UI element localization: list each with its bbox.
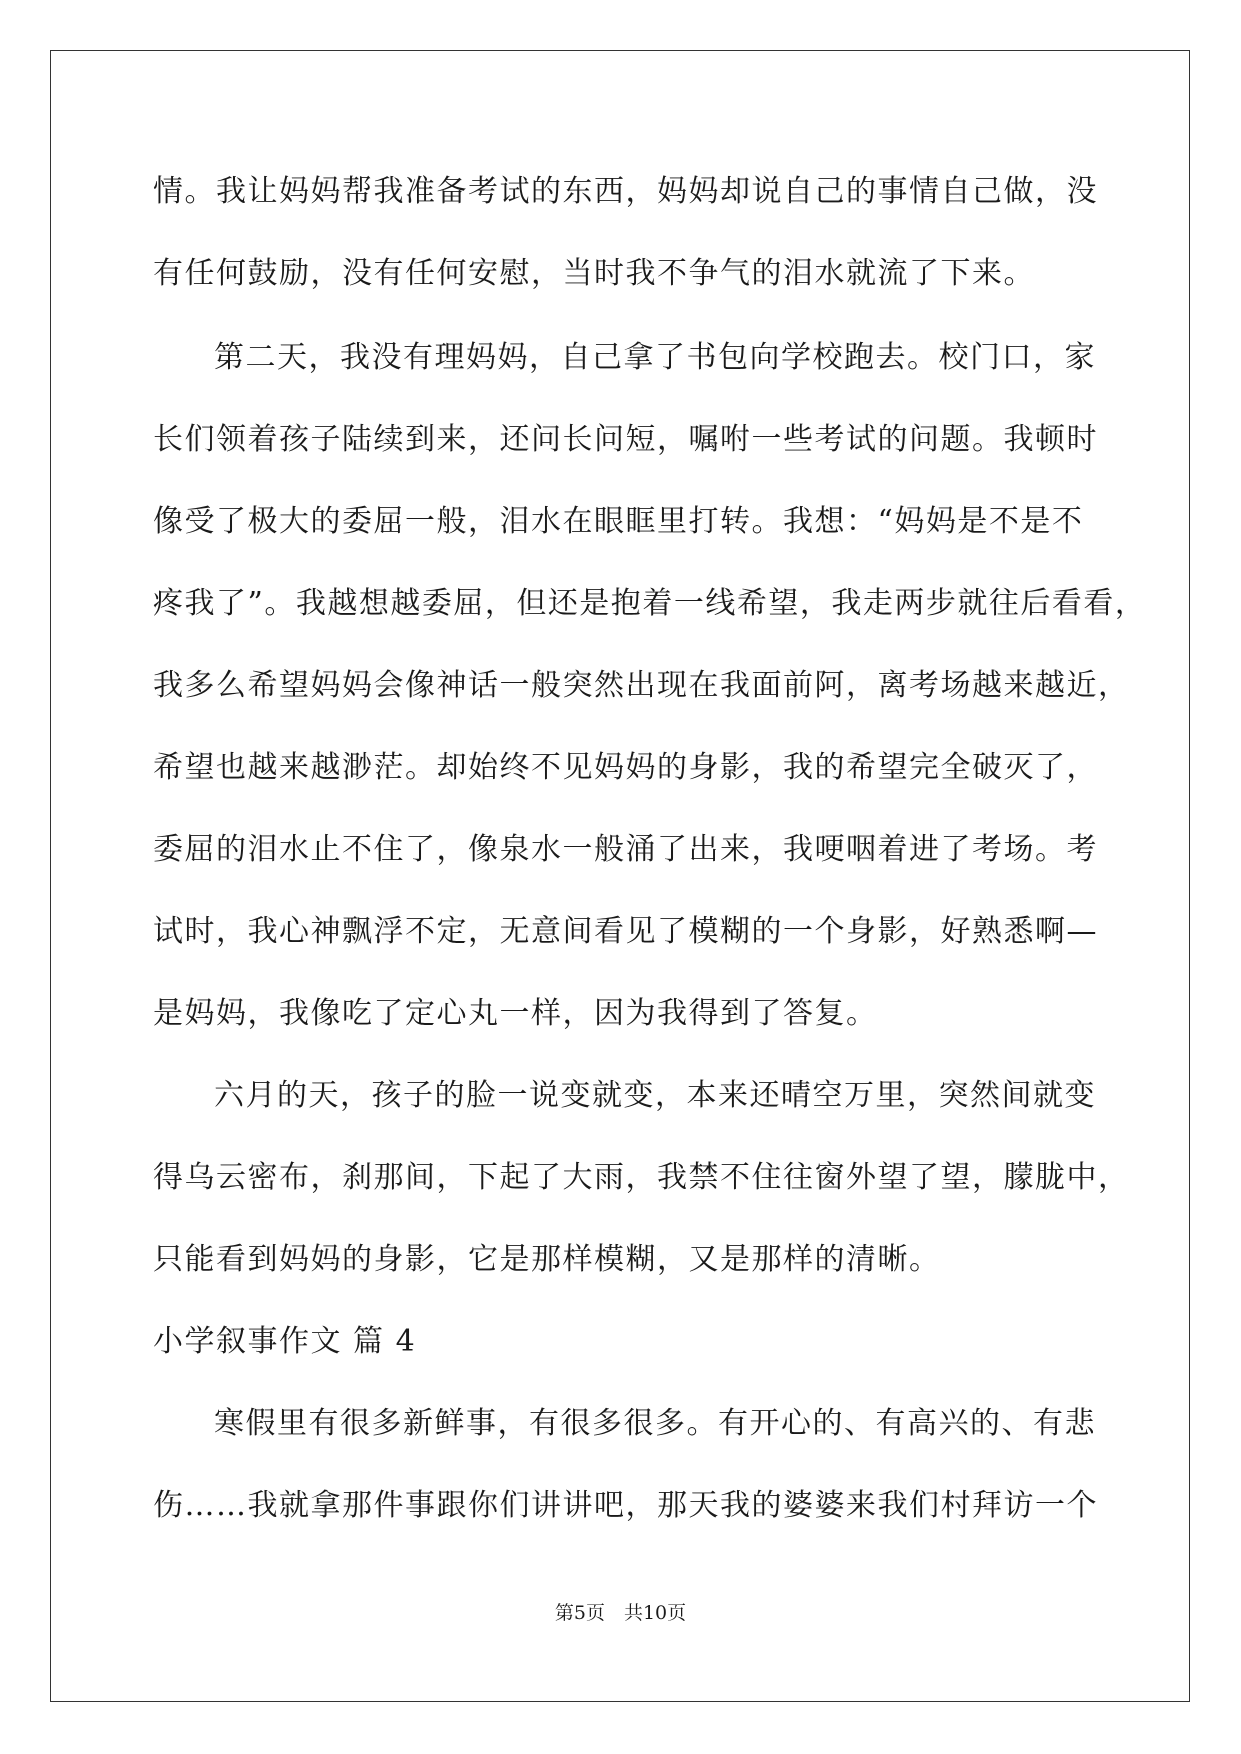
text-line: 疼我了”。我越想越委屈，但还是抱着一线希望，我走两步就往后看看， <box>153 586 1147 621</box>
text-line: 是妈妈，我像吃了定心丸一样，因为我得到了答复。 <box>153 996 878 1031</box>
text-line: 我多么希望妈妈会像神话一般突然出现在我面前阿，离考场越来越近， <box>153 668 1130 703</box>
page-number-footer: 第5页 共10页 <box>554 1602 687 1624</box>
text-line: 得乌云密布，刹那间，下起了大雨，我禁不住往窗外望了望，朦胧中， <box>153 1160 1130 1195</box>
text-line: 像受了极大的委屈一般，泪水在眼眶里打转。我想：“妈妈是不是不 <box>153 504 1084 539</box>
section-heading: 小学叙事作文 篇 4 <box>153 1324 417 1359</box>
text-line: 伤……我就拿那件事跟你们讲讲吧，那天我的婆婆来我们村拜访一个 <box>153 1488 1098 1523</box>
page-border <box>50 50 1190 1702</box>
text-line: 试时，我心神飘浮不定，无意间看见了模糊的一个身影，好熟悉啊— <box>153 914 1098 949</box>
paragraph-start-line: 第二天，我没有理妈妈，自己拿了书包向学校跑去。校门口，家 <box>214 340 1096 375</box>
paragraph-start-line: 六月的天，孩子的脸一说变就变，本来还晴空万里，突然间就变 <box>214 1078 1096 1113</box>
text-line: 有任何鼓励，没有任何安慰，当时我不争气的泪水就流了下来。 <box>153 256 1035 291</box>
text-line: 委屈的泪水止不住了，像泉水一般涌了出来，我哽咽着进了考场。考 <box>153 832 1098 867</box>
text-line: 希望也越来越渺茫。却始终不见妈妈的身影，我的希望完全破灭了， <box>153 750 1098 785</box>
text-line: 情。我让妈妈帮我准备考试的东西，妈妈却说自己的事情自己做，没 <box>153 174 1098 209</box>
text-line: 长们领着孩子陆续到来，还问长问短，嘱咐一些考试的问题。我顿时 <box>153 422 1098 457</box>
paragraph-start-line: 寒假里有很多新鲜事，有很多很多。有开心的、有高兴的、有悲 <box>214 1406 1096 1441</box>
text-line: 只能看到妈妈的身影，它是那样模糊，又是那样的清晰。 <box>153 1242 941 1277</box>
